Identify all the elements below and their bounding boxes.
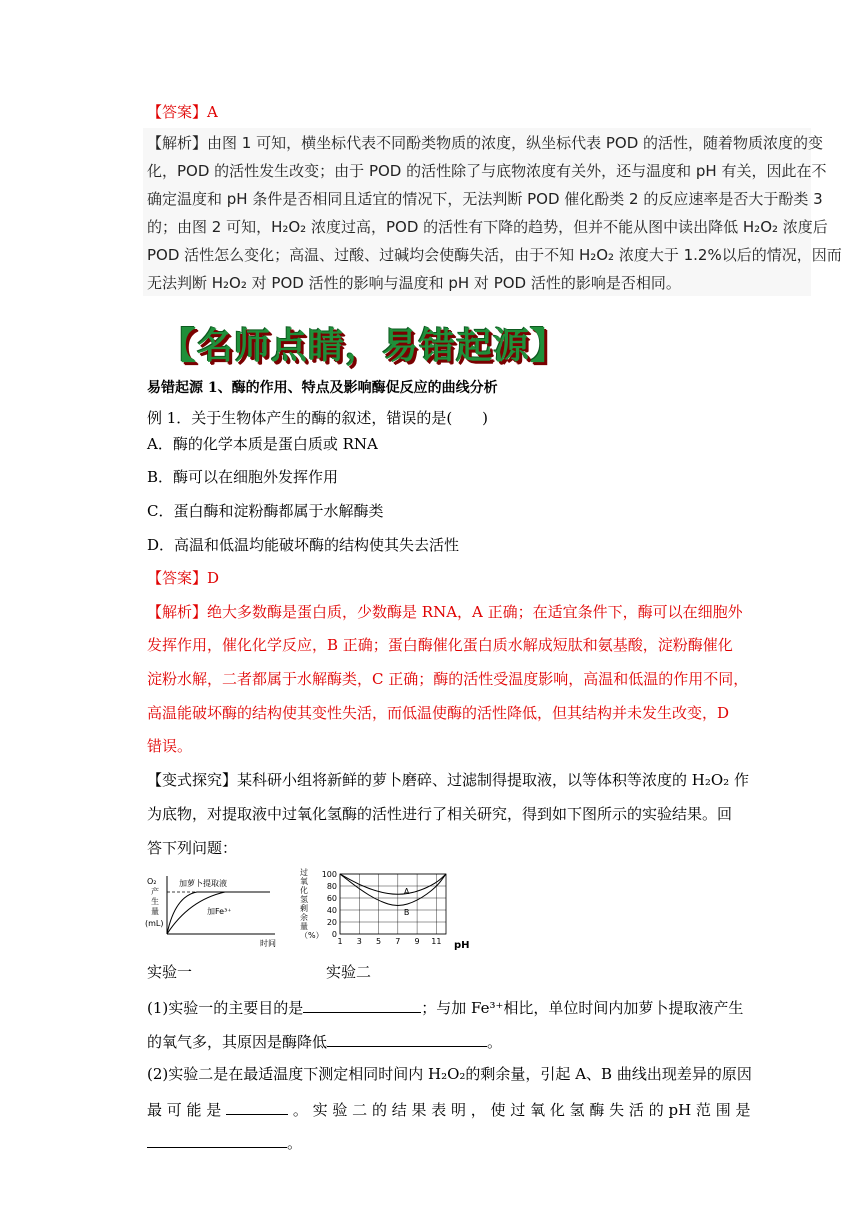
exp2-ylabel: 化 — [300, 886, 308, 895]
q1-end: 。 — [487, 1033, 503, 1051]
exp1-ylabel: (mL) — [145, 919, 164, 928]
q2-text: 。 实 验 二 的 结 果 表 明 ， 使 过 氧 化 氢 酶 失 活 的 pH 范 围 是 — [292, 1101, 751, 1119]
exp2-x-tick: 5 — [375, 937, 382, 946]
exp2-y-tick: 80 — [326, 882, 337, 891]
example-question: 例 1．关于生物体产生的酶的叙述，错误的是( ) — [147, 409, 489, 427]
question-1-line-1 — [147, 996, 743, 1018]
option-d: D．高温和低温均能破坏酶的结构使其失去活性 — [147, 536, 460, 554]
exp2-y-tick: 20 — [326, 918, 337, 927]
exp2-x-tick: 11 — [431, 937, 442, 946]
answer-label-2: 【答案】D — [147, 569, 220, 587]
q1-text: ；与加 Fe³⁺相比，单位时间内加萝卜提取液产生 — [421, 999, 744, 1017]
exp2-ylabel: （%） — [300, 931, 324, 940]
q1-blank-2[interactable] — [327, 1030, 487, 1047]
variant-line: 为底物，对提取液中过氧化氢酶的活性进行了相关研究，得到如下图所示的实验结果。回 — [147, 805, 733, 823]
analysis-line: 确定温度和 pH 条件是否相同且适宜的情况下，无法判断 POD 催化酚类 2 的反应速率是否大于酚类 3 — [147, 190, 823, 208]
exp2-series-label: B — [403, 908, 410, 917]
analysis-line: 错误。 — [147, 737, 193, 755]
section-banner: 【名师点睛，易错起源】 — [160, 326, 568, 367]
question-2-line-2 — [147, 1098, 750, 1120]
q2-blank-2[interactable] — [147, 1131, 287, 1148]
exp2-x-tick: 9 — [414, 937, 420, 946]
analysis-line: 淀粉水解，二者都属于水解酶类，C 正确；酶的活性受温度影响，高温和低温的作用不同， — [147, 670, 749, 688]
q1-text: 的氧气多，其原因是酶降低 — [147, 1033, 328, 1051]
exp2-figure — [296, 866, 476, 956]
exp2-ylabel: 过 — [300, 868, 308, 877]
question-1-line-2 — [147, 1030, 502, 1052]
exp1-ylabel: O₂ — [147, 877, 157, 886]
exp1-curve-label: 加萝卜提取液 — [179, 879, 227, 888]
exp1-curve-label: 加Fe³⁺ — [207, 907, 232, 916]
option-c: C．蛋白酶和淀粉酶都属于水解酶类 — [147, 502, 384, 520]
exp2-ylabel: 余 — [300, 913, 308, 922]
analysis-line: 高温能破坏酶的结构使其变性失活，而低温使酶的活性降低，但其结构并未发生改变，D — [147, 704, 730, 722]
exp1-ylabel: 生 — [151, 897, 159, 906]
q2-blank-1[interactable] — [226, 1098, 288, 1115]
exp2-xlabel: pH — [454, 940, 470, 951]
analysis-line: 无法判断 H₂O₂ 对 POD 活性的影响与温度和 pH 对 POD 活性的影响是否相同。 — [147, 274, 681, 292]
section-title: 易错起源 1、酶的作用、特点及影响酶促反应的曲线分析 — [147, 380, 498, 396]
exp2-ylabel: 剩 — [300, 904, 308, 913]
exp1-xlabel: 时间 — [260, 939, 276, 948]
exp2-y-tick: 100 — [321, 870, 337, 879]
analysis-line: 发挥作用，催化化学反应，B 正确；蛋白酶催化蛋白质水解成短肽和氨基酸，淀粉酶催化 — [147, 636, 733, 654]
question-2-line-1: (2)实验二是在最适温度下测定相同时间内 H₂O₂的剩余量，引起 A、B 曲线出现差异的原因 — [147, 1065, 752, 1083]
exp1-figure — [145, 870, 285, 950]
exp1-ylabel: 量 — [151, 907, 159, 916]
q2-end: 。 — [287, 1134, 303, 1152]
question-2-line-3 — [147, 1131, 302, 1153]
exp2-y-tick: 0 — [331, 930, 337, 939]
option-a: A．酶的化学本质是蛋白质或 RNA — [147, 435, 378, 453]
exp2-y-tick: 40 — [326, 906, 337, 915]
analysis-line: 化，POD 的活性发生改变；由于 POD 的活性除了与底物浓度有关外，还与温度和 pH 有关，因此在不 — [147, 162, 827, 180]
exp2-x-tick: 1 — [337, 937, 343, 946]
scanned-analysis-block — [143, 128, 842, 296]
exp1-caption: 实验一 — [147, 963, 193, 981]
exp2-series-B — [340, 874, 446, 906]
exp2-caption: 实验二 — [326, 963, 372, 981]
option-b: B．酶可以在细胞外发挥作用 — [147, 468, 339, 486]
exp2-x-tick: 7 — [395, 937, 401, 946]
answer-label-1: 【答案】A — [147, 103, 218, 121]
exp2-x-tick: 3 — [356, 937, 362, 946]
exp2-y-tick: 60 — [326, 894, 337, 903]
analysis-line: 【解析】绝大多数酶是蛋白质，少数酶是 RNA，A 正确；在适宜条件下，酶可以在细胞外 — [147, 603, 743, 621]
analysis-line: 【解析】由图 1 可知，横坐标代表不同酚类物质的浓度，纵坐标代表 POD 的活性，随着物质浓度的变 — [147, 134, 824, 152]
variant-line: 【变式探究】某科研小组将新鲜的萝卜磨碎、过滤制得提取液，以等体积等浓度的 H₂O₂ 作 — [147, 771, 749, 789]
exp2-series-label: A — [403, 887, 410, 896]
exp2-ylabel: 氧 — [300, 877, 308, 886]
q2-text: 最 可 能 是 — [147, 1101, 222, 1119]
q1-blank-1[interactable] — [303, 996, 421, 1013]
analysis-line: 的；由图 2 可知，H₂O₂ 浓度过高，POD 的活性有下降的趋势，但并不能从图中读出降低 H₂O₂ 浓度后 — [147, 218, 828, 236]
exp2-ylabel: 量 — [300, 922, 308, 931]
q1-text: (1)实验一的主要目的是 — [147, 999, 304, 1017]
exp2-ylabel: 氢 — [300, 895, 308, 904]
analysis-line: POD 活性怎么变化；高温、过酸、过碱均会使酶失活，由于不知 H₂O₂ 浓度大于 1.2%以后的情况，因而 — [147, 246, 842, 264]
exp1-ylabel: 产 — [151, 887, 159, 896]
variant-line: 答下列问题： — [147, 839, 238, 857]
